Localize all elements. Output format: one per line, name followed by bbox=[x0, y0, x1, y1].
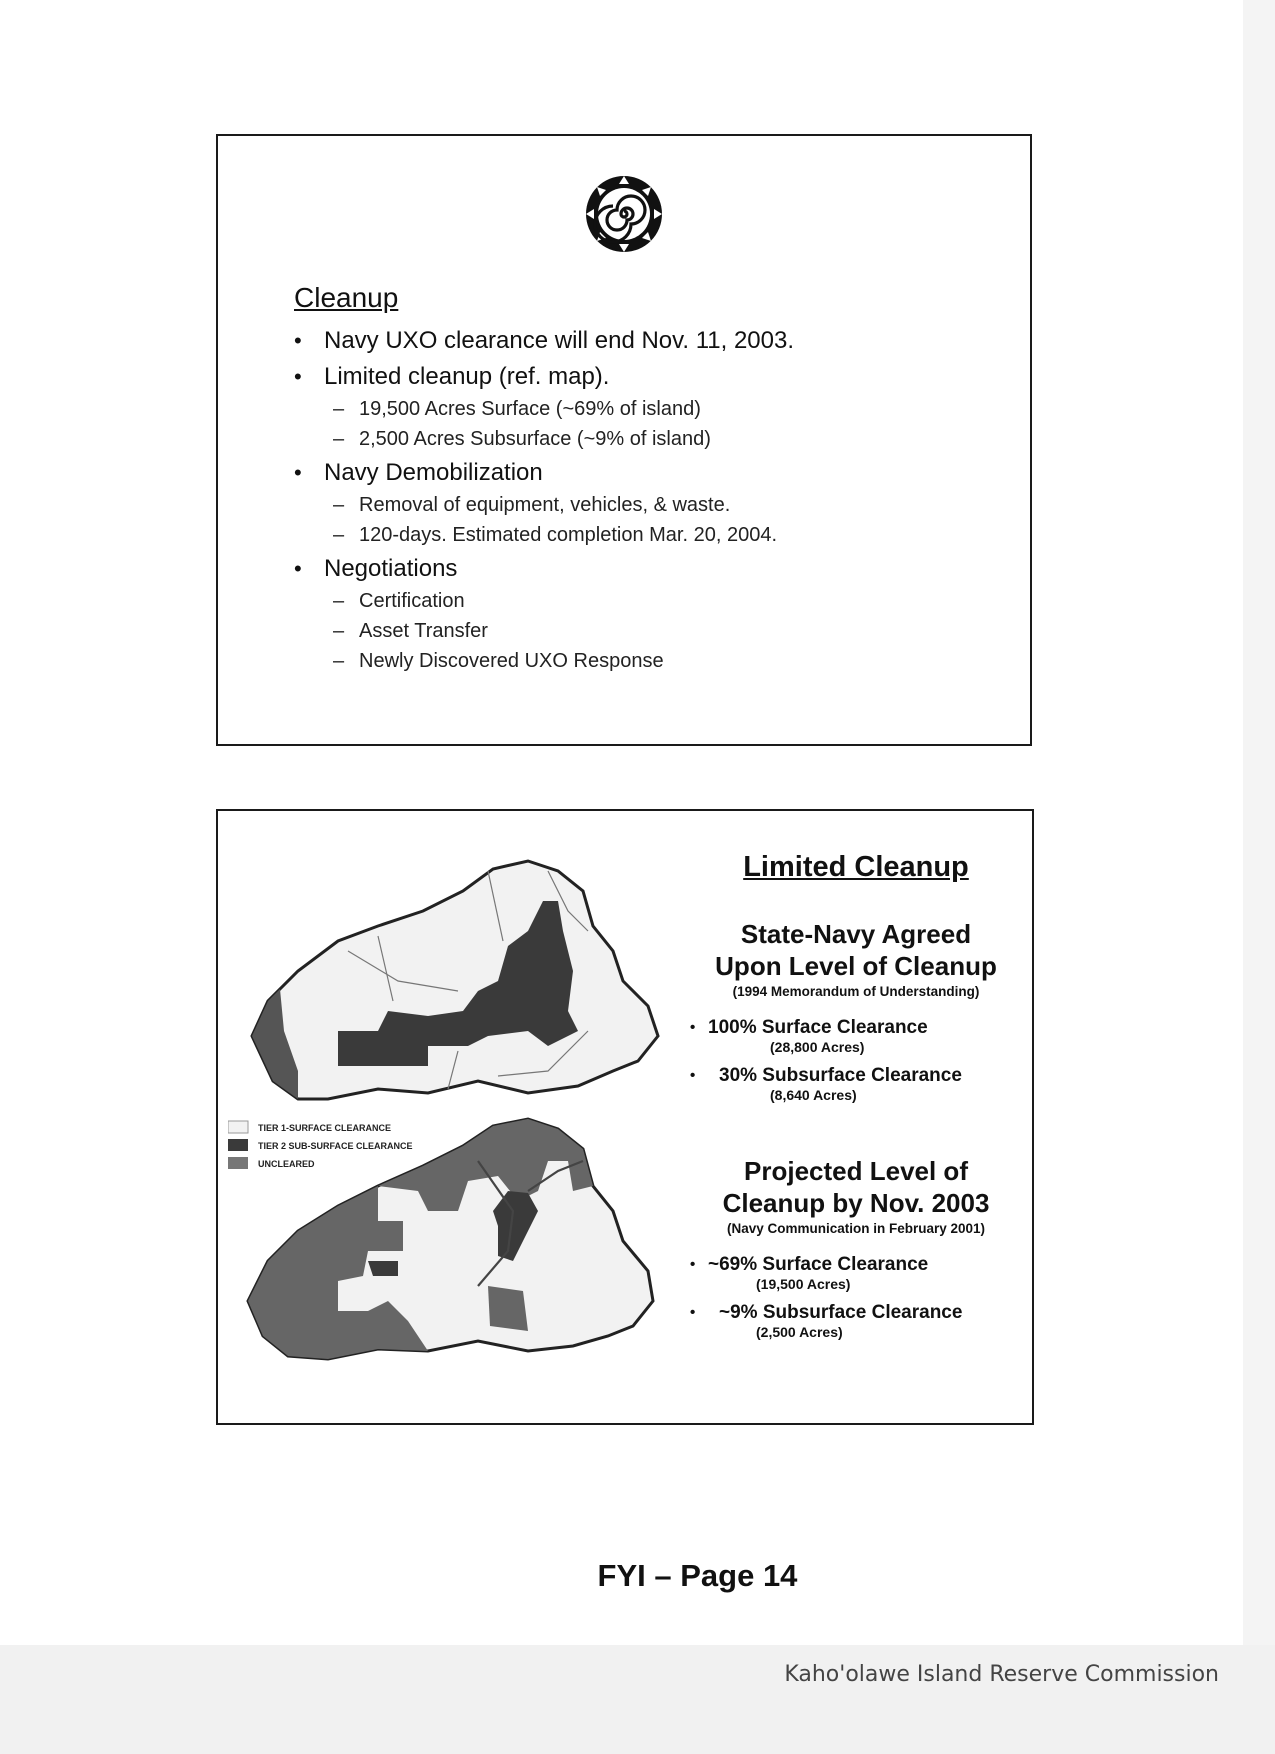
agreed-cleanup-map bbox=[252, 861, 658, 1099]
legend-tier2-label: TIER 2 SUB-SURFACE CLEARANCE bbox=[258, 1141, 413, 1151]
sub-item: – 2,500 Acres Subsurface (~9% of island) bbox=[294, 424, 994, 454]
slide-title: Cleanup bbox=[294, 282, 399, 313]
projected-heading-line1: Projected Level of bbox=[744, 1156, 968, 1186]
agreed-surface-item: • 100% Surface Clearance bbox=[686, 1017, 1026, 1039]
legend-tier2-swatch bbox=[228, 1139, 248, 1151]
cleanup-slide bbox=[216, 134, 1032, 746]
projected-heading-line2: Cleanup by Nov. 2003 bbox=[722, 1188, 990, 1218]
agreed-subsurface-acres: (8,640 Acres) bbox=[770, 1087, 857, 1103]
slide-title: Limited Cleanup bbox=[743, 851, 969, 883]
agreed-heading-line2: Upon Level of Cleanup bbox=[715, 951, 997, 981]
agreed-heading-line1: State-Navy Agreed bbox=[740, 919, 972, 949]
projected-surface-acres: (19,500 Acres) bbox=[756, 1276, 851, 1292]
bullet-uxo-clearance: • Navy UXO clearance will end Nov. 11, 2003. bbox=[294, 324, 994, 358]
uncleared-area bbox=[488, 1286, 528, 1331]
page-number: FYI – Page 14 bbox=[597, 1558, 798, 1593]
bullet-negotiations: • Negotiations bbox=[294, 552, 994, 586]
projected-subsurface-item: • ~9% Subsurface Clearance bbox=[686, 1302, 1026, 1324]
projected-subsurface-acres: (2,500 Acres) bbox=[756, 1324, 843, 1340]
sub-item: – 120-days. Estimated completion Mar. 20, 2004. bbox=[294, 520, 994, 550]
cleanup-comparison-text bbox=[686, 851, 1026, 1350]
agreed-note: (1994 Memorandum of Understanding) bbox=[732, 984, 980, 999]
limited-cleanup-slide bbox=[216, 809, 1034, 1425]
subsurface-clearance-area bbox=[368, 1261, 398, 1276]
cleanup-bullet-list bbox=[294, 322, 994, 678]
legend-uncleared-swatch bbox=[228, 1157, 248, 1169]
page-edge-shadow bbox=[1243, 0, 1275, 1645]
projected-note: (Navy Communication in February 2001) bbox=[726, 1221, 986, 1236]
spiral-logo-icon bbox=[582, 172, 666, 256]
map-legend bbox=[228, 1121, 413, 1169]
sub-item: – Removal of equipment, vehicles, & waste. bbox=[294, 490, 994, 520]
projected-cleanup-map bbox=[248, 1119, 653, 1359]
bullet-limited-cleanup: • Limited cleanup (ref. map). bbox=[294, 360, 994, 394]
bullet-demobilization: • Navy Demobilization bbox=[294, 456, 994, 490]
sub-list bbox=[294, 394, 994, 454]
sub-list bbox=[294, 490, 994, 550]
agreed-surface-acres: (28,800 Acres) bbox=[770, 1039, 865, 1055]
attribution-text: Kaho'olawe Island Reserve Commission bbox=[784, 1662, 1219, 1687]
sub-item: – 19,500 Acres Surface (~69% of island) bbox=[294, 394, 994, 424]
legend-uncleared-label: UNCLEARED bbox=[258, 1159, 315, 1169]
sub-list bbox=[294, 586, 994, 676]
sub-item: – Asset Transfer bbox=[294, 616, 994, 646]
sub-item: – Newly Discovered UXO Response bbox=[294, 646, 994, 676]
legend-tier1-swatch bbox=[228, 1121, 248, 1133]
island-clearance-maps bbox=[228, 831, 696, 1406]
legend-tier1-label: TIER 1-SURFACE CLEARANCE bbox=[258, 1123, 392, 1133]
sub-item: – Certification bbox=[294, 586, 994, 616]
agreed-subsurface-item: • 30% Subsurface Clearance bbox=[686, 1065, 1026, 1087]
projected-surface-item: • ~69% Surface Clearance bbox=[686, 1254, 1026, 1276]
